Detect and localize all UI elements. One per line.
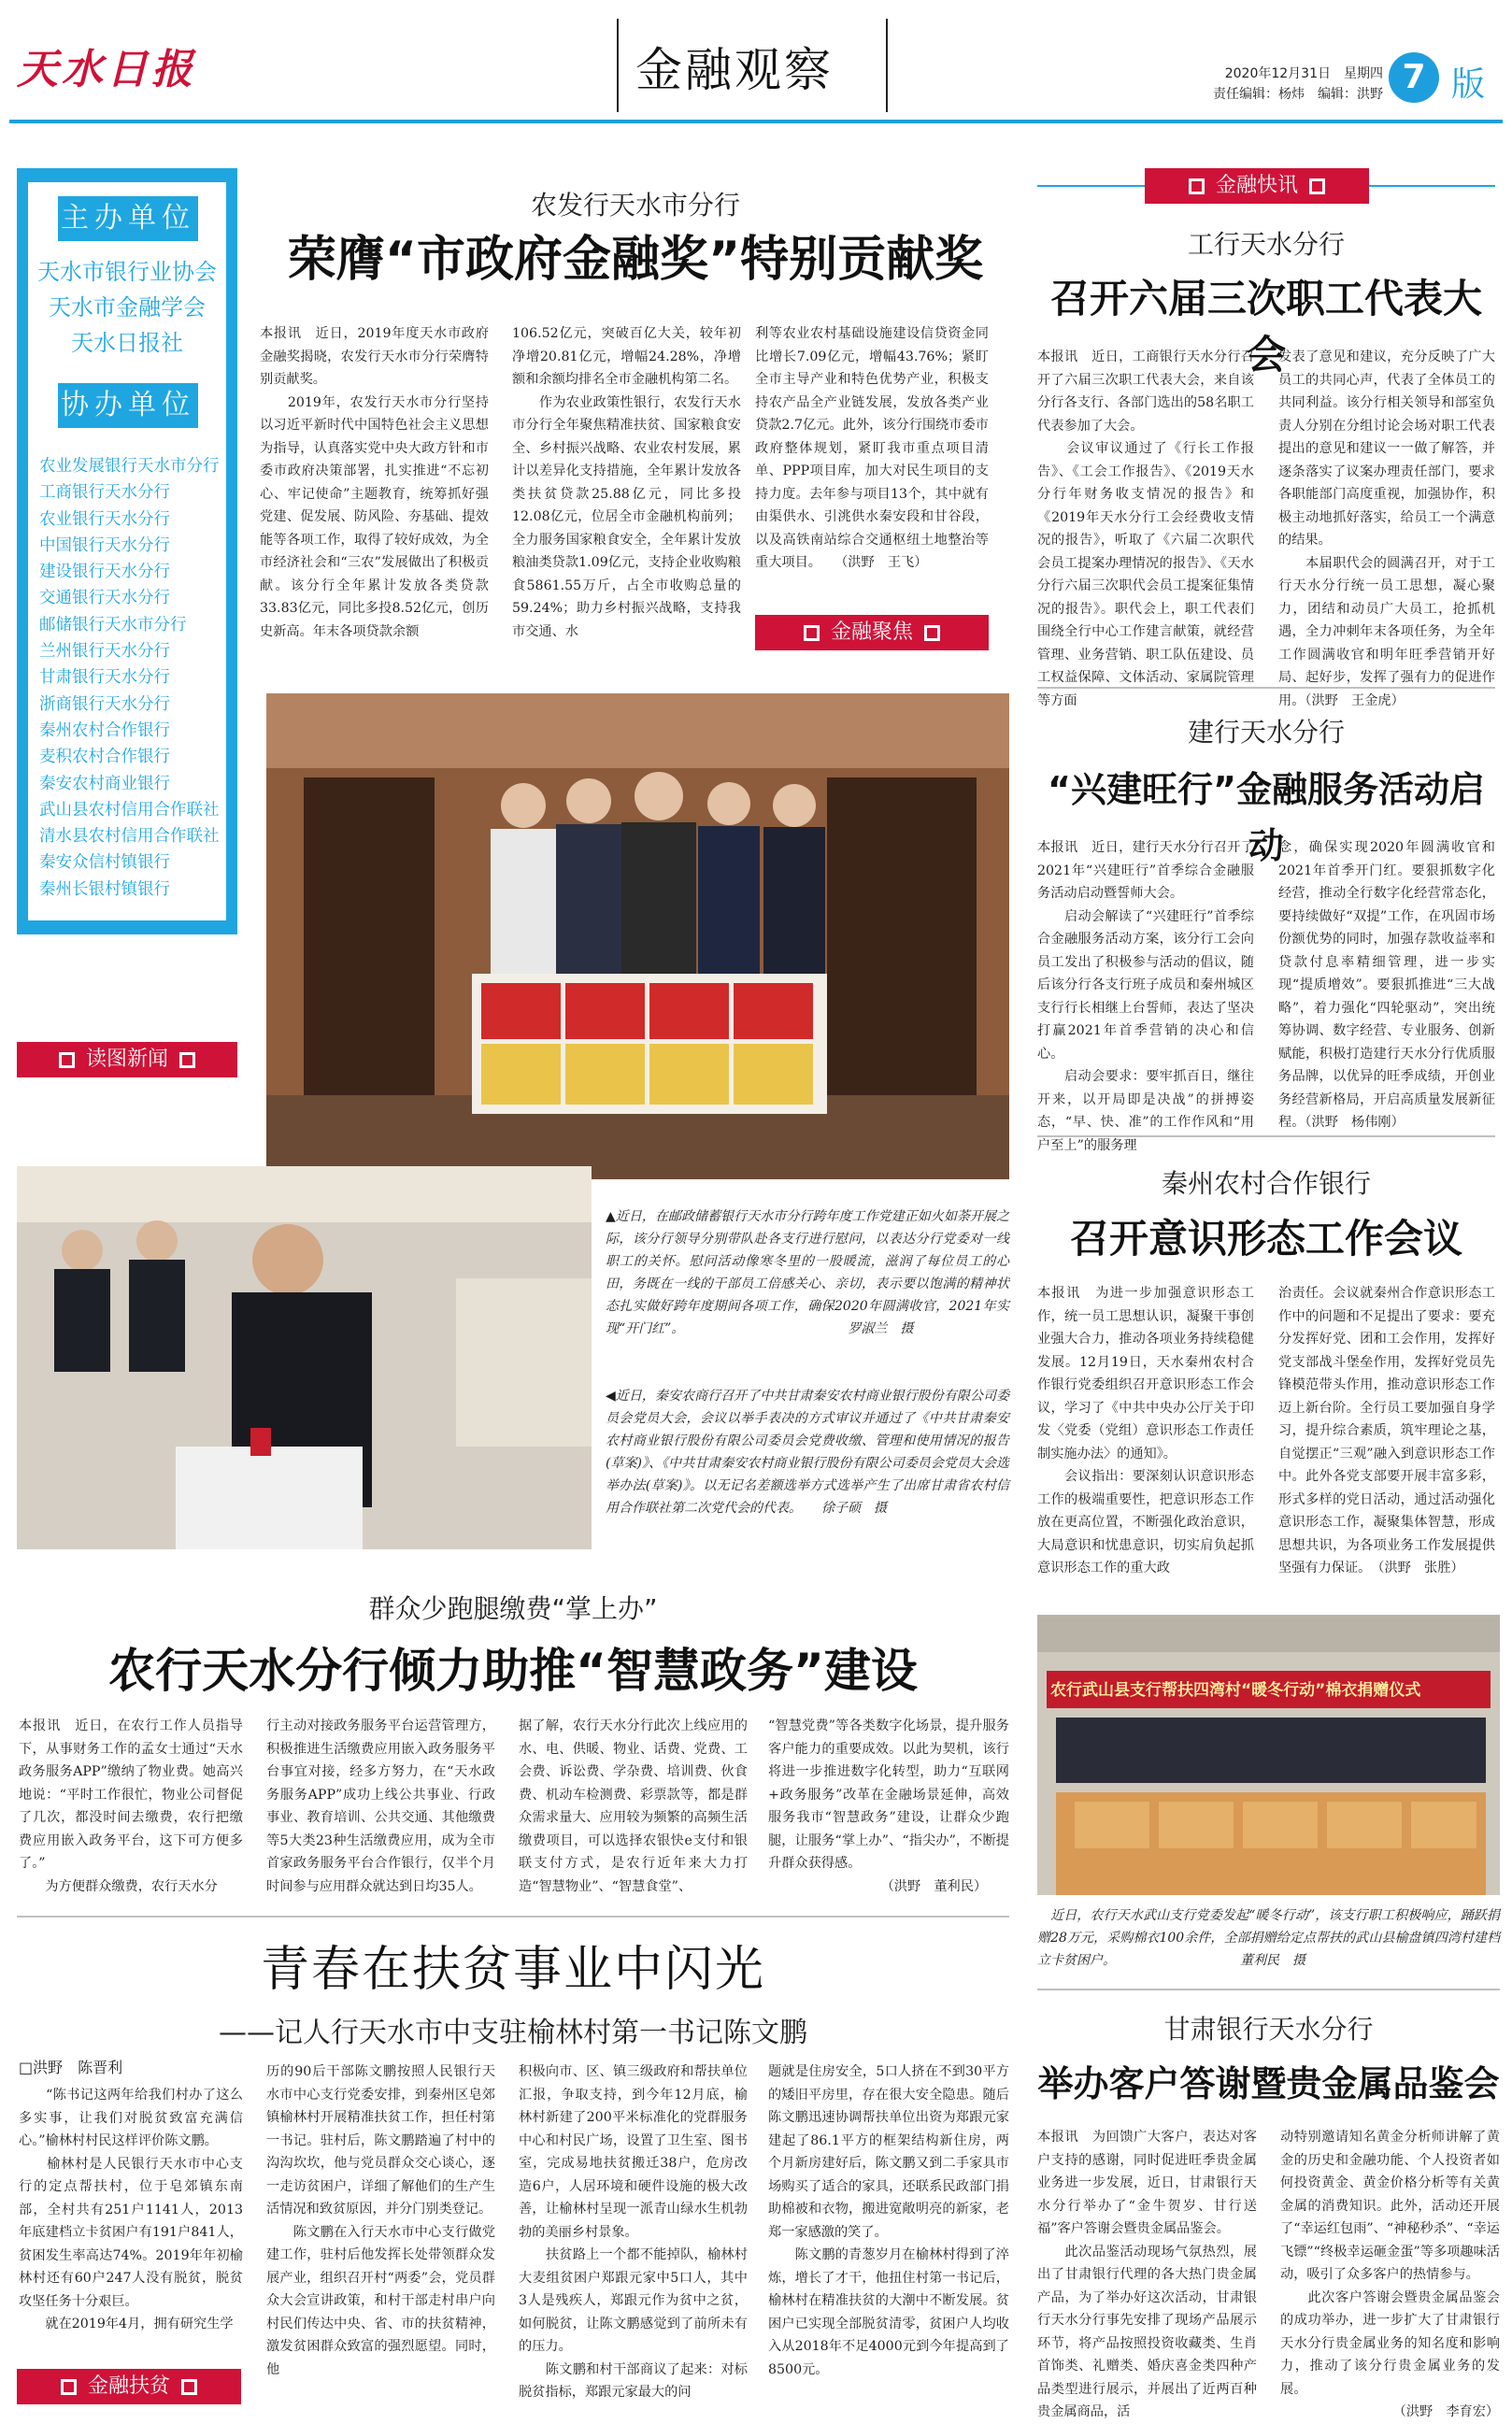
article-column: 106.52亿元，突破百亿大关，较年初净增20.81亿元，增幅24.28%，净增额和余额均排名全市金融机构第二名。 作为农业政策性银行，农发行天水市分行全年聚焦精准扶贫、国家粮食安全、乡村振兴战略、农业农村发展，累计以差异化支持措施，全年累计发放各类扶贫贷款25.88亿元，同比多投12.08亿元，位居全市金融机构前列；全力服务国家粮食安全，全年累计发放粮油类贷款1.09亿元，支持企业收购粮食5861.55万斤，占全市收购总量的59.24%；助力乡村振兴战略，支持我市交通、水 <box>512 326 741 639</box>
co-org-item: 甘肃银行天水分行 <box>39 668 170 688</box>
article-column: 本报讯 近日，建行天水分行召开了2021年“兴建旺行”首季综合金融服务活动启动暨誓师大会。 启动会解读了“兴建旺行”首季综合金融服务活动方案，该分行工会向员工发出了积极参与活动的倡议，随后该分行各支行班子成员和秦州城区支行行长相继上台誓师，表达了坚决打赢2021年首季营销的决心和信心。 启动会要求：要牢抓百日，继往开来，以开局即是决战”的拼搏姿态，“早、快、准”的工作作风和“用户至上”的服务理 <box>1037 840 1254 1153</box>
co-org-item: 清水县农村信用合作联社 <box>39 827 220 847</box>
issue-date: 2020年12月31日 星期四 <box>1224 66 1383 81</box>
sidebar <box>17 168 237 934</box>
photo-banner-text: 农行武山县支行帮扶四湾村“暖冬行动”棉衣捐赠仪式 <box>1050 1681 1421 1700</box>
page-unit: 版 <box>1451 65 1486 104</box>
photo-donation-image <box>1037 1615 1500 1895</box>
masthead-divider <box>617 19 619 112</box>
article-column: 历的90后干部陈文鹏按照人民银行天水市中心支行党委安排，到秦州区皂郊镇榆林村开展精准扶贫工作，担任村第一书记。驻村后，陈文鹏踏遍了村中的沟沟坎坎，他与党员群众交心谈心，逐一走访贫困户，详细了解他们的生产生活情况和致贫原因，并分门别类登记。 陈文鹏在入行天水市中心支行做党建工作，驻村后他发挥长处带领群众发展产业，组织召开村“两委”会，党员群众大会宣讲政策，和村干部走村串户向村民们传达中央、省、市的扶贫精神，激发贫困群众致富的强烈愿望。同时，他 <box>266 2064 495 2377</box>
section-label-poverty <box>17 2369 241 2404</box>
host-list <box>28 254 226 361</box>
article-column: 据了解，农行天水分行此次上线应用的水、电、供暖、物业、话费、党费、工会费、诉讼费、学杂费、培训费、伙食费、机动车检测费、彩票款等，都是群众需求量大、应用较为频繁的高频生活缴费项目，可以选择农银快e支付和银联支付方式，是农行近年来大力打造“智慧物业”、“智慧食堂”、 <box>519 1718 748 1894</box>
article-column: 行主动对接政务服务平台运营管理方，积极推进生活缴费应用嵌入政务服务平台事宜对接，经多方努力，在“天水政务服务APP”成功上线公共事业、行政事业、教育培训、公共交通、其他缴费等5大类23种生活缴费应用，成为全市首家政务服务平台合作银行，仅半个月时间参与应用群众就达到日均35人。 <box>266 1718 495 1894</box>
article-title: 召开六届三次职工代表大会 <box>1049 276 1482 378</box>
co-org-item: 交通银行天水分行 <box>39 589 170 608</box>
article-column: “陈书记这两年给我们村办了这么多实事，让我们对脱贫致富充满信心。”榆林村村民这样评价陈文鹏。 榆林村是人民银行天水市中心支行的定点帮扶村，位于皂郊镇东南部，全村共有251户1141人，2013年底建档立卡贫困户有191户841人，贫困发生率高达74%。2019年年初榆林村还有60户247人没有脱贫，脱贫攻坚任务十分艰巨。 就在2019年4月，拥有研究生学 <box>19 2088 243 2331</box>
article-kicker: 群众少跑腿缴费“掌上办” <box>368 1593 658 1624</box>
section-title: 金融观察 <box>635 43 834 97</box>
article-column: 治责任。会议就秦州合作意识形态工作中的问题和不足提出了要求：要充分发挥好党、团和工会作用，发挥好党支部战斗堡垒作用，发挥好党员先锋模范带头作用，推动意识形态工作迈上新台阶。全行员工要加强自身学习，提升综合素质，筑牢理论之基，自觉摆正“三观”融入到意识形态工作中。此外各党支部要开展丰富多彩，形式多样的党日活动，通过活动强化意识形态工作，凝聚集体智慧，形成思想共识，为各项业务工作发展提供坚强有力保证。 （洪野 张胜） <box>1278 1286 1495 1576</box>
section-label-text: 金融扶贫 <box>87 2374 170 2398</box>
article-column: 本报讯 近日，工商银行天水分行召开了六届三次职工代表大会，来自该分行各支行、各部门选出的58名职工代表参加了大会。 会议审议通过了《行长工作报告》、《工会工作报告》、《2019天水分行年财务收支情况的报告》和《2019年天水分行工会经费收支情况的报告》，听取了《六届二次职代会员工提案办理情况的报告》、《天水分行六届三次职代会员工提案征集情况的报告》。职代会上，职工代表们围绕全行中心工作建言献策，就经营管理、业务营销、职工队伍建设、员工权益保障、文体活动、家属院管理等方面 <box>1037 349 1254 708</box>
section-label-text: 读图新闻 <box>85 1048 168 1071</box>
co-org-item: 秦州农村合作银行 <box>39 720 170 740</box>
co-heading-box <box>58 383 198 428</box>
co-org-item: 邮储银行天水市分行 <box>39 615 187 635</box>
issue-editors: 责任编辑：杨炜 编辑：洪野 <box>1213 87 1383 102</box>
article-column: 积极向市、区、镇三级政府和帮扶单位汇报，争取支持，到今年12月底，榆林村新建了200平米标准化的党群服务中心和村民广场，设置了卫生室、图书室，完成易地扶贫搬迁38户，危房改造6户，人居环境和硬件设施的极大改善，让榆林村呈现一派青山绿水生机勃勃的美丽乡村景象。 扶贫路上一个都不能掉队，榆林村大麦组贫困户郑跟元家中5口人，其中3人是残疾人，郑跟元作为贫中之贫，如何脱贫，让陈文鹏感觉到了前所未有的压力。 陈文鹏和村干部商议了起来：对标脱贫指标，郑跟元家最大的问 <box>519 2064 748 2400</box>
page-number-badge <box>1389 52 1439 103</box>
article-column: 本报讯 为进一步加强意识形态工作，统一员工思想认识，凝聚干事创业强大合力，推动各项业务持续稳健发展。12月19日，天水秦州农村合作银行党委组织召开意识形态工作会议，学习了《中共中央办公厅关于印发〈党委（党组）意识形态工作责任制实施办法〉的通知》。 会议指出：要深刻认识意识形态工作的极端重要性，把意识形态工作放在更高位置，不断强化政治意识，大局意识和忧患意识，切实肩负起抓意识形态工作的重大政 <box>1037 1286 1254 1576</box>
host-heading-box <box>58 196 198 241</box>
photo-donation <box>1037 1615 1500 1895</box>
co-org-item: 农业银行天水分行 <box>39 509 170 529</box>
section-label-text: 金融快讯 <box>1215 174 1298 197</box>
host-heading: 主办单位 <box>61 202 195 235</box>
square-icon <box>1309 178 1325 194</box>
photo-caption: ◀近日，秦安农商行召开了中共甘肃秦安农村商业银行股份有限公司委员会党员大会，会议以举手表决的方式审议并通过了《中共甘肃秦安农村商业银行股份有限公司委员会党费收缴、管理和使用情况的报告(草案)》、《中共甘肃秦安农村商业银行股份有限公司委员会党员大会选举办法(草案)》。以无记名差额选举方式选举产生了出席甘肃省农村信用合作联社第二次党代会的代表。 徐子硕 摄 <box>606 1389 1009 1516</box>
masthead-rule <box>9 120 1503 123</box>
co-org-item: 秦州长银村镇银行 <box>39 879 170 899</box>
page-number: 7 <box>1402 58 1426 96</box>
section-label-focus <box>755 615 989 650</box>
newspaper-logo: 天水日报 <box>17 46 196 93</box>
photo-bank-visit-image <box>266 693 1009 1179</box>
host-item: 天水日报社 <box>71 330 183 356</box>
co-org-item: 秦安农村商业银行 <box>39 774 170 793</box>
article-kicker: 建行天水分行 <box>1187 717 1345 748</box>
co-org-item: 建设银行天水分行 <box>39 563 170 582</box>
co-org-item: 工商银行天水分行 <box>39 483 170 503</box>
photo-party-vote-image <box>17 1166 592 1549</box>
co-org-item: 中国银行天水分行 <box>39 535 170 555</box>
co-org-item: 农业发展银行天水市分行 <box>39 457 220 476</box>
section-divider <box>1037 687 1495 689</box>
article-title: 农行天水分行倾力助推“智慧政务”建设 <box>108 1644 918 1698</box>
article-column: “智慧党费”等各类数字化场景，提升服务客户能力的重要成效。以此为契机，该行将进一步推进数字化转型，助力“互联网+政务服务”改革在金融场景延伸，高效服务我市“智慧政务”建设，让群众少跑腿，让服务“掌上办”、“指尖办”，不断提升群众获得感。 （洪野 董利民） <box>768 1718 1009 1894</box>
co-org-item: 浙商银行天水分行 <box>39 694 170 714</box>
article-kicker: 秦州农村合作银行 <box>1161 1168 1371 1199</box>
photo-party-vote <box>17 1166 592 1549</box>
photo-caption: 近日，农行天水武山支行党委发起“暖冬行动”，该支行职工积极响应，踊跃捐赠28万元，采购棉衣100余件，全部捐赠给定点帮扶的武山县榆盘镇四湾村建档立卡贫困户。 董利民 摄 <box>1037 1908 1500 1968</box>
article-title: 举办客户答谢暨贵金属品鉴会 <box>1037 2063 1500 2104</box>
section-label-text: 金融聚焦 <box>830 620 913 644</box>
square-icon <box>179 1052 195 1068</box>
article-subtitle: ——记人行天水市中支驻榆林村第一书记陈文鹏 <box>219 2017 807 2049</box>
co-org-list <box>39 453 226 903</box>
co-org-item: 麦积农村合作银行 <box>39 748 170 767</box>
section-divider <box>1037 1135 1495 1137</box>
square-icon <box>181 2379 197 2395</box>
photo-bank-visit <box>266 693 1009 1179</box>
masthead-divider-2 <box>886 19 888 112</box>
co-org-item: 武山县农村信用合作联社 <box>39 800 220 820</box>
host-item: 天水市金融学会 <box>49 294 206 321</box>
co-heading: 协办单位 <box>61 389 195 421</box>
article-column: 发表了意见和建议，充分反映了广大员工的共同心声，代表了全体员工的共同利益。该分行相关领导和部室负责人分别在分组讨论会场对职工代表提出的意见和建议一一做了解答，并逐条落实了议案办理责任部门，要求各职能部门高度重视，加强协作，积极主动地抓好落实，给员工一个满意的结果。 本届职代会的圆满召开，对于工行天水分行统一员工思想，凝心聚力，团结和动员广大员工，抢抓机遇，全力冲刺年末各项任务，为全年工作圆满收官和明年旺季营销开好局、起好步，发挥了强有力的促进作用。（洪野 王金虎） <box>1278 349 1495 708</box>
article-column: 本报讯 为回馈广大客户，表达对客户支持的感谢，同时促进旺季贵金属业务进一步发展，近日，甘肃银行天水分行举办了“金牛贺岁、甘行送福”客户答谢会暨贵金属品鉴会。 此次品鉴活动现场气氛热烈，展出了甘肃银行代理的各大热门贵金属产品，为了举办好这次活动，甘肃银行天水分行事先安排了现场产品展示环节，将产品按照投资收藏类、生肖首饰类、礼赠类、婚庆喜金类四种产品类型进行展示，并展出了近两百种贵金属商品，活 <box>1037 2130 1257 2419</box>
host-item: 天水市银行业协会 <box>37 259 217 285</box>
article-title: 荣膺“市政府金融奖”特别贡献奖 <box>287 232 984 288</box>
article-title: 召开意识形态工作会议 <box>1069 1216 1462 1262</box>
article-byline: □洪野 陈晋利 <box>19 2059 123 2076</box>
section-label-photo-news <box>17 1042 237 1077</box>
square-icon <box>924 625 940 641</box>
square-icon <box>61 2379 77 2395</box>
article-column: 本报讯 近日，2019年度天水市政府金融奖揭晓，农发行天水市分行荣膺特别贡献奖。 2019年，农发行天水市分行坚持以习近平新时代中国特色社会主义思想为指导，认真落实党中央大政方针和市委市政府决策部署，扎实推进“不忘初心、牢记使命”主题教育，统筹抓好强党建、促发展、防风险、夯基础、提效能等各项工作，取得了较好成效，为全市经济社会和“三农”发展做出了积极贡献。该分行全年累计发放各类贷款33.83亿元，同比多投8.52亿元，创历史新高。年末各项贷款余额 <box>260 326 489 639</box>
article-column: 念，确保实现2020年圆满收官和2021年首季开门红。要狠抓数字化经营，推动全行数字化经营常态化，要持续做好“双提”工作，在巩固市场份额优势的同时，加强存款收益率和贷款付息率精细管理，进一步实现“提质增效”。要狠抓推进“三大战略”，着力强化“四轮驱动”，突出统筹协调、数字经营、专业服务、创新赋能，积极打造建行天水分行优质服务品牌，以优异的旺季成绩，开创业务经营新格局，开启高质量发展新征程。（洪野 杨伟刚） <box>1278 840 1495 1130</box>
article-column: 利等农业农村基础设施建设信贷资金同比增长7.09亿元，增幅43.76%；紧盯全市主导产业和特色优势产业，积极支持农产品全产业链发展，发放各类产业贷款2.7亿元。此外，该分行围绕市委市政府整体规划，紧盯我市重点项目清单、PPP项目库，加大对民生项目的支持力度。去年参与项目13个，其中就有由渠供水、引洮供水秦安段和甘谷段，以及高铁南站综合交通枢纽土地整治等重大项目。 （洪野 王飞） <box>755 326 989 570</box>
section-divider <box>17 1916 1009 1918</box>
square-icon <box>804 625 820 641</box>
square-icon <box>59 1052 75 1068</box>
square-icon <box>1189 178 1205 194</box>
article-column: 本报讯 近日，在农行工作人员指导下，从事财务工作的孟女士通过“天水政务服务APP”缴纳了物业费。她高兴地说：“平时工作很忙，物业公司督促了几次，都没时间去缴费，农行把缴费应用嵌入政务平台，这下可方便多了。” 为方便群众缴费，农行天水分 <box>19 1718 243 1894</box>
article-column: 题就是住房安全，5口人挤在不到30平方的矮旧平房里，存在很大安全隐患。随后陈文鹏迅速协调帮扶单位出资为郑跟元家建起了86.1平方的框架结构新住房，两个月新房建好后，陈文鹏又到二手家具市场购买了适合的家具，还联系民政部门捐助棉被和衣物，搬进宽敞明亮的新家，老郑一家感激的笑了。 陈文鹏的青葱岁月在榆林村得到了淬炼，增长了才干，他扭住村第一书记后，榆林村在精准扶贫的大潮中不断发展。贫困户已实现全部脱贫清零，贫困户人均收入从2018年不足4000元到今年提高到了8500元。 <box>768 2064 1009 2377</box>
article-kicker: 农发行天水市分行 <box>530 190 740 221</box>
article-kicker: 甘肃银行天水分行 <box>1163 2014 1374 2045</box>
article-column: 动特别邀请知名黄金分析师讲解了黄金的历史和金融功能、个人投资者如何投资黄金、黄金价格分析等有关黄金属的消费知识。此外，活动还开展了“幸运红包雨”、“神秘秒杀”、“幸运飞镖”“终极幸运砸金蛋”等多项趣味活动，吸引了众多客户的热情参与。 此次客户答谢会暨贵金属品鉴会的成功举办，进一步扩大了甘肃银行天水分行贵金属业务的知名度和影响力，推动了该分行贵金属业务的发展。 （洪野 李育宏） <box>1280 2130 1500 2419</box>
decor-line <box>1037 185 1145 187</box>
co-org-item: 秦安众信村镇银行 <box>39 853 170 873</box>
section-divider <box>1037 1989 1500 1990</box>
decor-line <box>1369 185 1495 187</box>
photo-caption: ▲近日，在邮政储蓄银行天水市分行跨年度工作党建正如火如荼开展之际，该分行领导分别带队赴各支行进行慰问，以表达分行党委对一线职工的关怀。慰问活动像寒冬里的一股暖流，滋润了每位员工的心田，务既在一线的干部员工倍感关心、亲切，表示要以饱满的精神状态扎实做好跨年度期间各项工作，确保2020年圆满收官，2021年实现“开门红”。 罗淑兰 摄 <box>606 1209 1009 1336</box>
section-label-quick <box>1145 168 1369 204</box>
article-title: 青春在扶贫事业中闪光 <box>260 1942 765 1998</box>
article-kicker: 工行天水分行 <box>1187 229 1345 260</box>
co-org-item: 兰州银行天水分行 <box>39 642 170 662</box>
article-title: “兴建旺行”金融服务活动启动 <box>1048 769 1485 866</box>
